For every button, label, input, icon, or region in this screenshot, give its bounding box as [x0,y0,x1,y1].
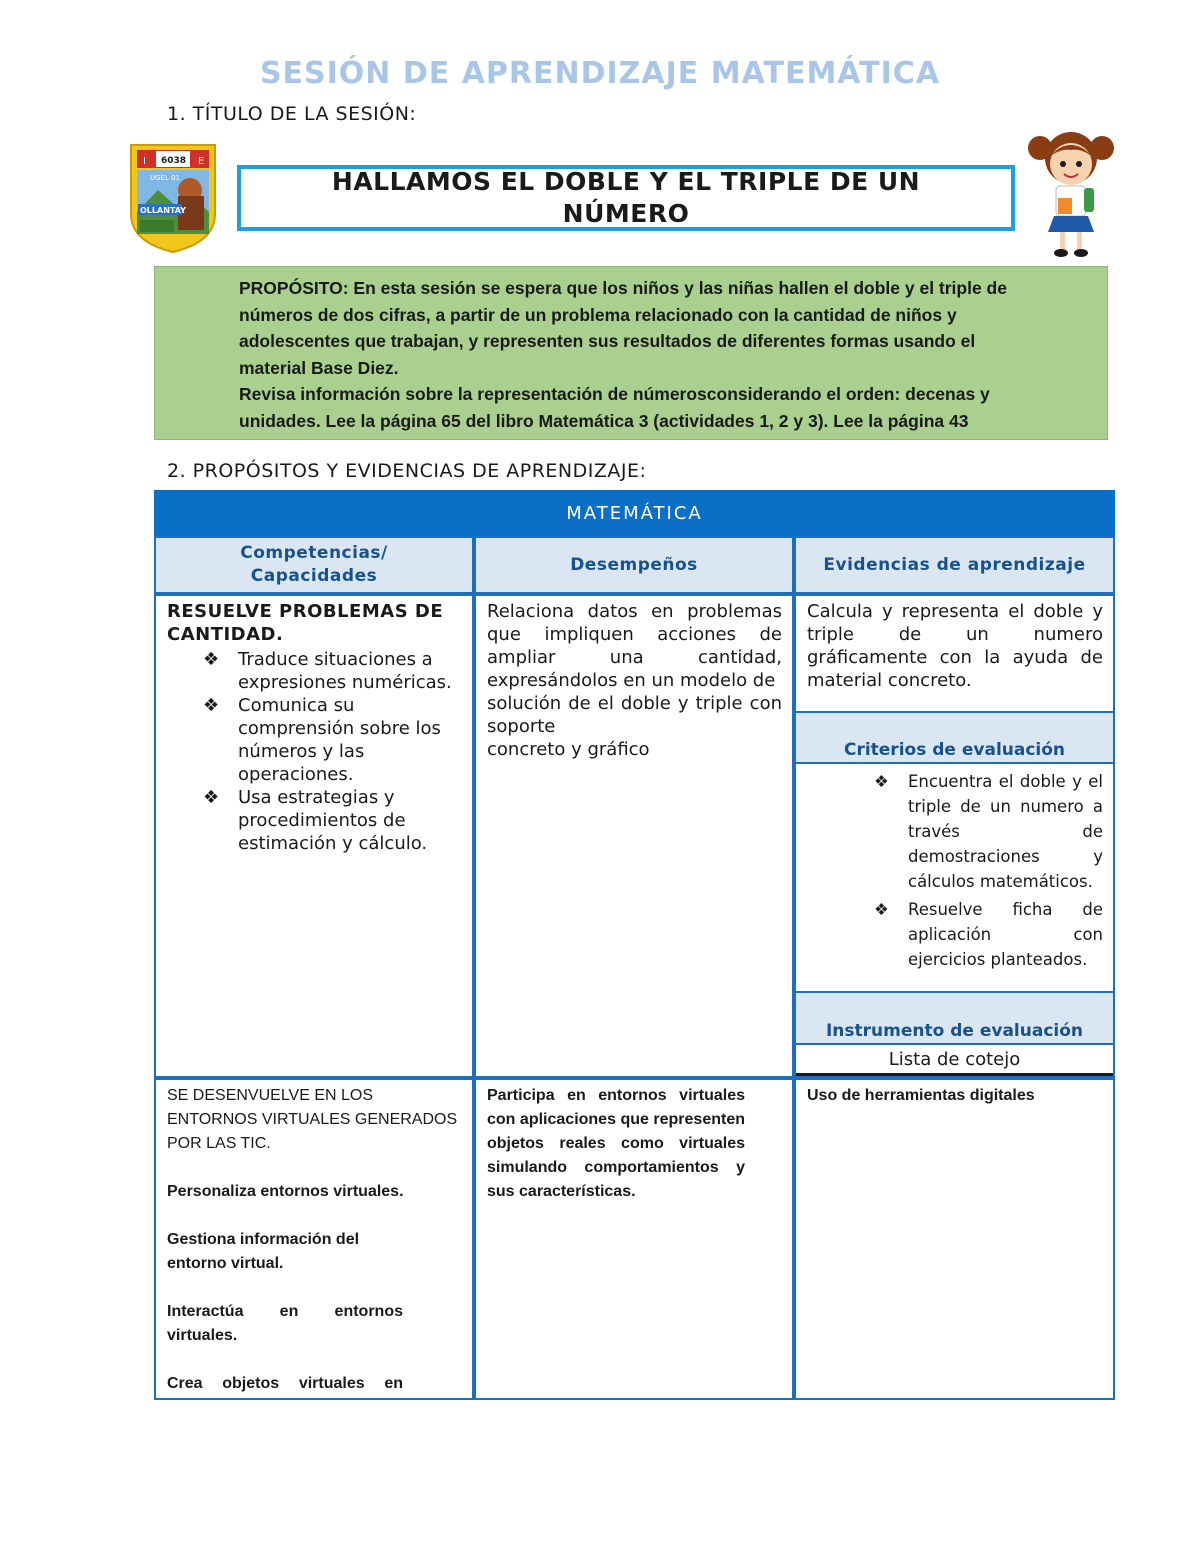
competence-title: RESUELVE PROBLEMAS DE CANTIDAD. [167,601,444,645]
purpose-reading-note: Revisa información sobre la representación de númerosconsiderando el orden: decenas y unidades. Lee la página 65 del libro Matemática 3 (actividades 1, 2 y 3). Lee la página 43 [239,384,990,431]
document-title: SESIÓN DE APRENDIZAJE MATEMÁTICA [259,56,941,91]
list-item: ❖ Traduce situaciones a expresiones numéricas. [203,649,452,693]
diamond-bullet-icon: ❖ [874,772,889,792]
session-title: HALLAMOS EL DOBLE Y EL TRIPLE DE UN NÚMERO [331,167,921,228]
area-header: MATEMÁTICA [154,490,1115,536]
performance-text: solución de el doble y triple con soporte [487,693,782,737]
list-item: ❖ Encuentra el doble y el triple de un numero a través de demostraciones y cálculos matemáticos. [874,772,1103,891]
capacity-text: Crea objetos virtuales en [167,1375,403,1392]
list-item: ❖ Usa estrategias y procedimientos de estimación y cálculo. [203,787,428,854]
evidence-cell [794,594,1115,1078]
competence-cell [154,594,474,1078]
criteria-list [796,770,1103,972]
capacities-list [167,648,462,855]
performance-cell-tic [474,1078,794,1400]
diamond-bullet-icon: ❖ [874,900,889,920]
logo-sub: UGEL 01 [150,174,181,182]
column-header-evidencias: Evidencias de aprendizaje [794,536,1115,594]
performance-cell [474,594,794,1078]
school-shield-logo [128,142,218,254]
competence-cell-tic [154,1078,474,1400]
instrument-value: Lista de cotejo [796,1045,1113,1076]
instrument-header: Instrumento de evaluación [796,993,1113,1045]
evidence-cell-tic [794,1078,1115,1400]
purpose-box [154,266,1108,440]
list-item: ❖ Comunica su comprensión sobre los números y las operaciones. [203,695,441,785]
diamond-bullet-icon: ❖ [203,649,220,670]
capacity-text: Gestiona información del entorno virtual. [167,1231,360,1272]
section-1-heading: 1. TÍTULO DE LA SESIÓN: [167,103,417,125]
logo-number: 6038 [161,156,187,166]
performance-text: concreto y gráfico [487,739,650,760]
capacity-text: Interactúa en entornos virtuales. [167,1303,403,1344]
logo-banner: OLLANTAY [140,206,186,215]
capacity-text: Personaliza entornos virtuales. [167,1183,404,1200]
list-item: ❖ Resuelve ficha de aplicación con ejercicios planteados. [874,900,1103,969]
session-title-box [237,165,1015,231]
evidence-text-tic: Uso de herramientas digitales [807,1087,1035,1104]
logo-letter-left: I [143,156,146,167]
competence-title-tic: SE DESENVUELVE EN LOS ENTORNOS VIRTUALES GENERADOS POR LAS TIC. [167,1087,458,1152]
learning-table [154,490,1115,1400]
diamond-bullet-icon: ❖ [203,695,220,716]
criteria-section [796,764,1113,993]
evidence-text: Calcula y representa el doble y triple de un numero gráficamente con la ayuda de material concreto. [796,596,1113,713]
diamond-bullet-icon: ❖ [203,787,220,808]
criteria-header: Criterios de evaluación [796,713,1113,765]
column-header-competencias: Competencias/ Capacidades [154,536,474,594]
performance-text-tic: Participa en entornos virtuales con aplicaciones que representen objetos reales como virtuales simulando comportamientos y sus características. [487,1087,745,1200]
performance-text: Relaciona datos en problemas que impliquen acciones de ampliar una cantidad, expresándolos en un modelo de [487,601,782,691]
logo-letter-right: E [198,156,205,167]
column-header-desempenos: Desempeños [474,536,794,594]
purpose-text: PROPÓSITO: En esta sesión se espera que los niños y las niñas hallen el doble y el triple de números de dos cifras, a partir de un problema relacionado con la cantidad de niños y adolescentes que trabajan, y representen sus resultados de diferentes formas usando el material Base Diez. [239,278,1007,378]
student-girl-illustration [1028,128,1114,260]
section-2-heading: 2. PROPÓSITOS Y EVIDENCIAS DE APRENDIZAJE: [167,460,647,482]
